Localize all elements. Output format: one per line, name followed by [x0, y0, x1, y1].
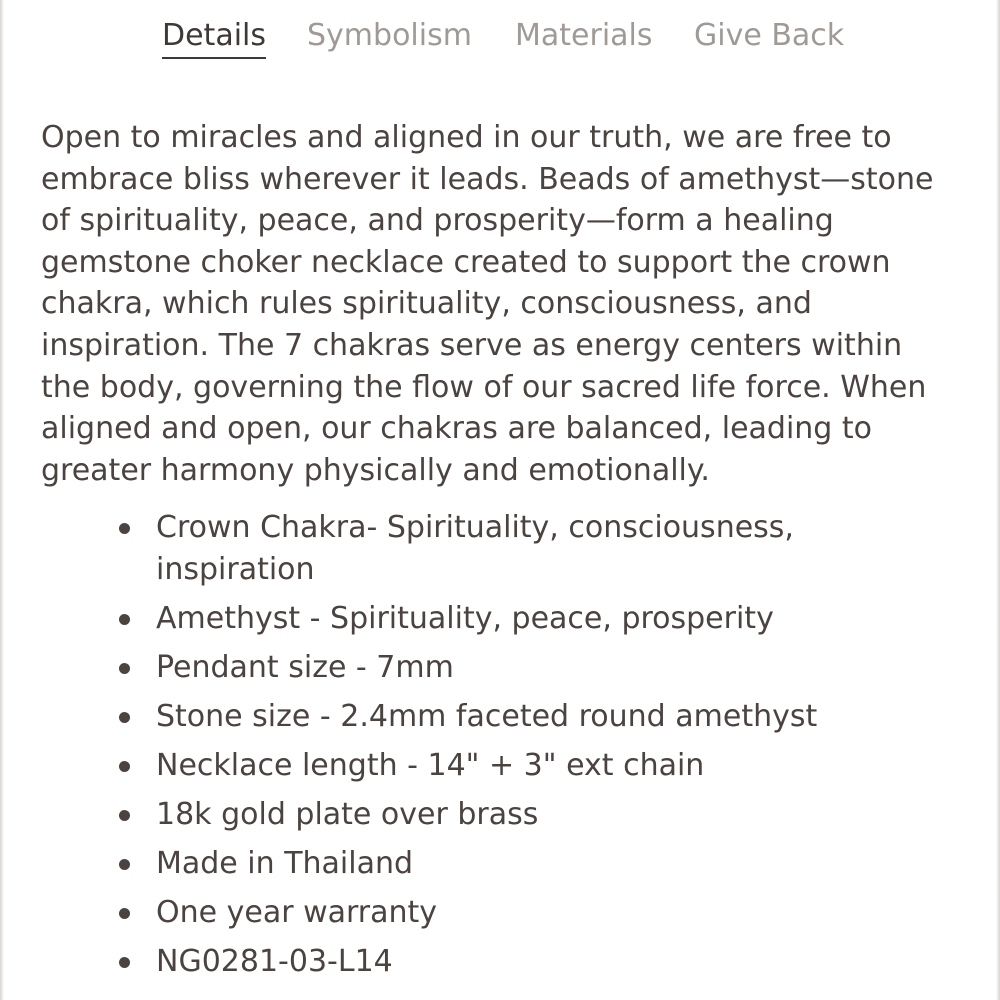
tab-give-back[interactable]: Give Back: [694, 18, 845, 53]
list-item: Made in Thailand: [156, 843, 956, 885]
list-item: Crown Chakra- Spirituality, consciousness, inspiration: [156, 507, 956, 591]
product-description: Open to miracles and aligned in our truth, we are free to embrace bliss wherever it leads. Beads of amethyst—stone of spirituality, peace, and prosperity—form a healing gemstone choker necklace created to support the crown chakra, which rules spirituality, consciousness, and inspiration. The 7 chakras serve as energy centers within the body, governing the flow of our sacred life force. When aligned and open, our chakras are balanced, leading to greater harmony physically and emotionally.: [41, 120, 934, 488]
list-item: NG0281-03-L14: [156, 941, 956, 983]
list-item: Amethyst - Spirituality, peace, prosperity: [156, 598, 956, 640]
left-edge-shadow: [0, 0, 4, 1000]
list-item: Pendant size - 7mm: [156, 647, 956, 689]
list-item: One year warranty: [156, 892, 956, 934]
tab-materials[interactable]: Materials: [515, 18, 653, 53]
feature-list: [156, 507, 956, 990]
list-item: Necklace length - 14" + 3" ext chain: [156, 745, 956, 787]
list-item: 18k gold plate over brass: [156, 794, 956, 836]
right-edge-shadow: [996, 0, 1000, 1000]
product-info-tabs: [0, 16, 1000, 64]
list-item: Stone size - 2.4mm faceted round amethyst: [156, 696, 956, 738]
tab-symbolism[interactable]: Symbolism: [307, 18, 472, 53]
tab-details[interactable]: Details: [162, 16, 266, 56]
